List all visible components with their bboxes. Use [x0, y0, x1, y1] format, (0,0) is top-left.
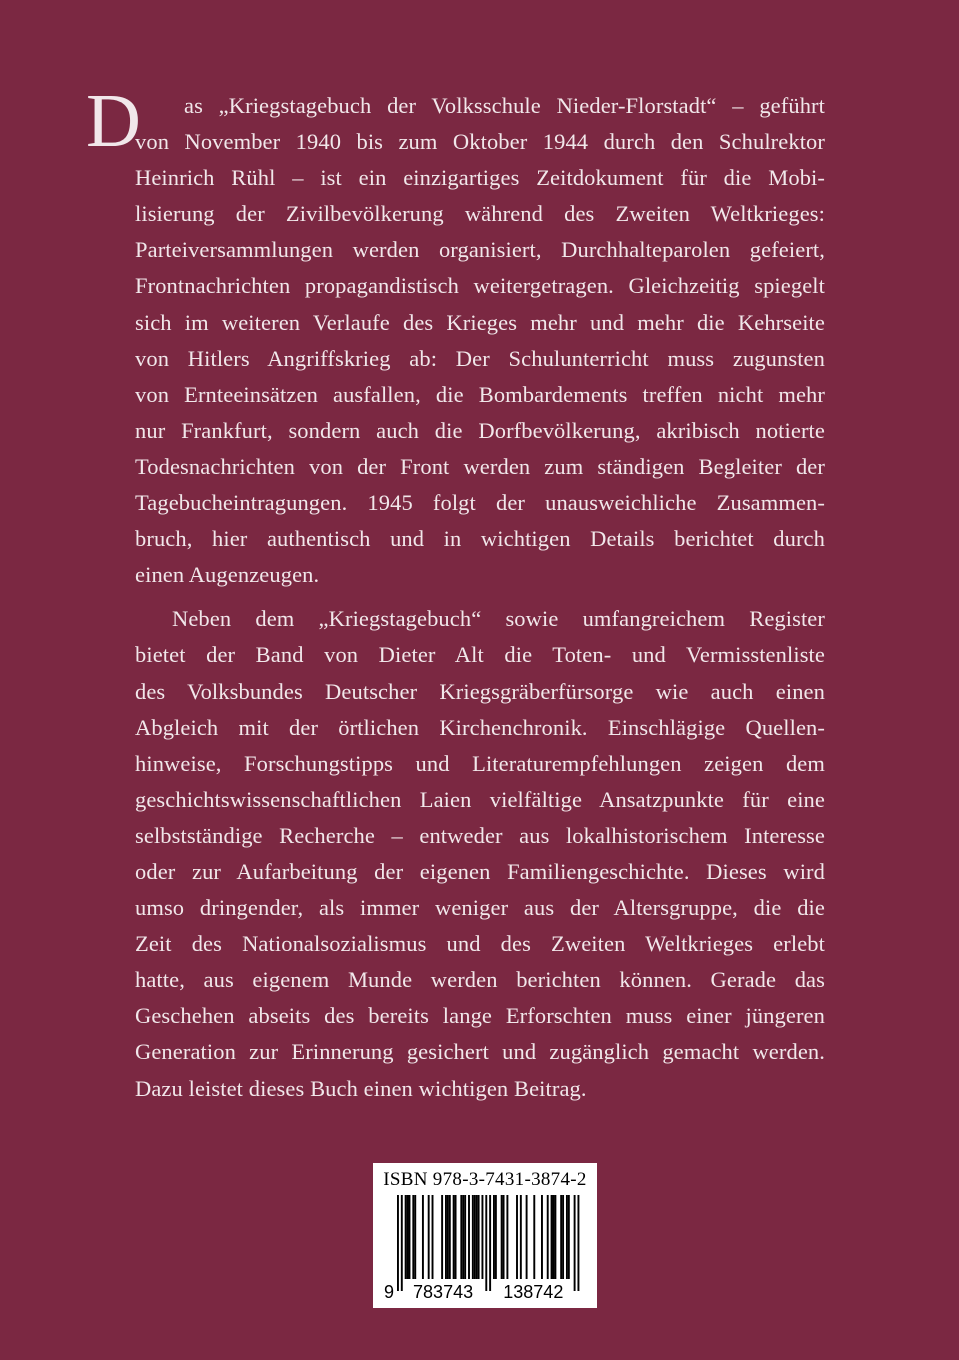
paragraph-1-line: Todesnachrichten von der Front werden zum ständigen Begleiter der: [135, 453, 825, 479]
paragraph-1-line: von Ernteeinsätzen ausfallen, die Bombardements treffen nicht mehr: [135, 381, 825, 407]
barcode-bar: [551, 1195, 553, 1279]
barcode-bar: [541, 1195, 543, 1279]
paragraph-2: [135, 601, 825, 1106]
barcode-bar: [460, 1195, 462, 1279]
paragraph-1-line: von Hitlers Angriffskrieg ab: Der Schulunterricht muss zugunsten: [135, 345, 825, 371]
barcode-bar: [453, 1195, 455, 1279]
paragraph-2-line: geschichtswissenschaftlichen Laien vielfältige Ansatzpunkte für eine: [135, 786, 825, 812]
barcode-bar: [562, 1195, 564, 1279]
barcode-bar: [554, 1195, 556, 1279]
barcode-bar: [526, 1195, 528, 1279]
barcode-bar: [414, 1195, 416, 1279]
paragraph-1-line: sich im weiteren Verlaufe des Krieges mehr und mehr die Kehrseite: [135, 309, 825, 335]
paragraph-1-line: Heinrich Rühl – ist ein einzigartiges Zeitdokument für die Mobi-: [135, 165, 825, 191]
barcode-bar: [493, 1195, 495, 1279]
paragraph-1-line: lisierung der Zivilbevölkerung während des Zweiten Weltkrieges:: [135, 201, 825, 227]
barcode-bar: [455, 1195, 457, 1279]
barcode-bar: [432, 1195, 434, 1279]
barcode-bar: [501, 1195, 503, 1279]
paragraph-2-line: Abgleich mit der örtlichen Kirchenchronik. Einschlägige Quellen-: [135, 714, 825, 740]
drop-cap: D: [86, 79, 141, 163]
first-line-text: as „Kriegstagebuch der Volksschule Nieder-Florstadt“ – geführt: [184, 93, 825, 118]
paragraph-2-line: Neben dem „Kriegstagebuch“ sowie umfangreichem Register: [172, 606, 825, 632]
barcode-bar: [447, 1195, 449, 1279]
paragraph-2-line: hatte, aus eigenem Munde werden berichten können. Gerade das: [135, 967, 825, 993]
barcode-digits: 783743: [413, 1282, 474, 1301]
paragraph-2-line: des Volksbundes Deutscher Kriegsgräberfürsorge wie auch einen: [135, 678, 825, 704]
barcode-bar: [478, 1195, 480, 1279]
paragraph-2-line: oder zur Aufarbeitung der eigenen Familiengeschichte. Dieses wird: [135, 858, 825, 884]
paragraph-2-line: umso dringender, als immer weniger aus der Altersgruppe, die die: [135, 895, 825, 921]
paragraph-1-line: Tagebucheintragungen. 1945 folgt der unausweichliche Zusammen-: [135, 490, 825, 516]
paragraph-2-line: selbstständige Recherche – entweder aus lokalhistorischem Interesse: [135, 822, 825, 848]
barcode-bar: [506, 1195, 508, 1279]
barcode-bar: [489, 1195, 491, 1291]
paragraph-1-line: von November 1940 bis zum Oktober 1944 durch den Schulrektor: [135, 129, 825, 155]
barcode-bar: [441, 1195, 443, 1279]
paragraph-1-line: bruch, hier authentisch und in wichtigen Details berichtet durch: [135, 526, 825, 552]
paragraph-2-line: hinweise, Forschungstipps und Literaturempfehlungen zeigen dem: [135, 750, 825, 776]
barcode-bar: [481, 1195, 483, 1279]
barcode-bar: [397, 1195, 399, 1291]
barcode-bar: [547, 1195, 549, 1279]
barcode-bar: [495, 1195, 497, 1279]
paragraph-1: [86, 79, 825, 593]
barcode-bar: [560, 1195, 562, 1279]
paragraph-1-line: einen Augenzeugen.: [135, 562, 320, 588]
barcode-bar: [474, 1195, 476, 1279]
paragraph-2-line: Zeit des Nationalsozialismus und des Zweiten Weltkrieges erlebt: [135, 931, 825, 957]
barcode-digits: 9: [383, 1282, 394, 1301]
barcode-bar: [568, 1195, 570, 1279]
barcode-bar: [503, 1195, 505, 1279]
barcode-bar: [476, 1195, 478, 1279]
barcode-bar: [409, 1195, 411, 1279]
barcode-bar: [472, 1195, 474, 1279]
barcode-bar: [485, 1195, 487, 1291]
barcode-bar: [412, 1195, 414, 1279]
barcode-bar: [533, 1195, 535, 1279]
barcode-bar: [574, 1195, 576, 1291]
barcode-bar: [405, 1195, 407, 1279]
paragraph-2-line: Generation zur Erinnerung gesichert und zugänglich gemacht werden.: [135, 1039, 825, 1065]
paragraph-2-line: Geschehen abseits des bereits lange Erforschten muss einer jüngeren: [135, 1003, 825, 1029]
paragraph-1-line: Frontnachrichten propagandistisch weitergetragen. Gleichzeitig spiegelt: [135, 273, 825, 299]
barcode-bar: [462, 1195, 464, 1279]
paragraph-1-line: Parteiversammlungen werden organisiert, Durchhalteparolen gefeiert,: [135, 237, 825, 263]
paragraph-2-line: Dazu leistet dieses Buch einen wichtigen Beitrag.: [135, 1075, 587, 1101]
barcode-bar: [422, 1195, 424, 1279]
barcode-digits: 138742: [503, 1282, 564, 1301]
barcode-bar: [577, 1195, 579, 1291]
isbn-label: ISBN 978-3-7431-3874-2: [383, 1169, 587, 1190]
ean13-barcode: [381, 1195, 589, 1301]
barcode-bar: [445, 1195, 447, 1279]
barcode-bar: [520, 1195, 522, 1279]
barcode-bar: [566, 1195, 568, 1279]
barcode-bar: [407, 1195, 409, 1279]
barcode-bar: [516, 1195, 518, 1279]
paragraph-2-line: bietet der Band von Dieter Alt die Toten- und Vermisstenliste: [135, 642, 825, 668]
barcode-bar: [553, 1195, 555, 1279]
blurb-text: [86, 79, 825, 1107]
barcode-bar: [464, 1195, 466, 1279]
isbn-barcode-box: [373, 1163, 597, 1308]
barcode-bar: [428, 1195, 430, 1279]
barcode-bar: [401, 1195, 403, 1291]
barcode-bar: [468, 1195, 470, 1279]
paragraph-1-line: nur Frankfurt, sondern auch die Dorfbevölkerung, akribisch notierte: [135, 417, 825, 443]
barcode-bar: [449, 1195, 451, 1279]
